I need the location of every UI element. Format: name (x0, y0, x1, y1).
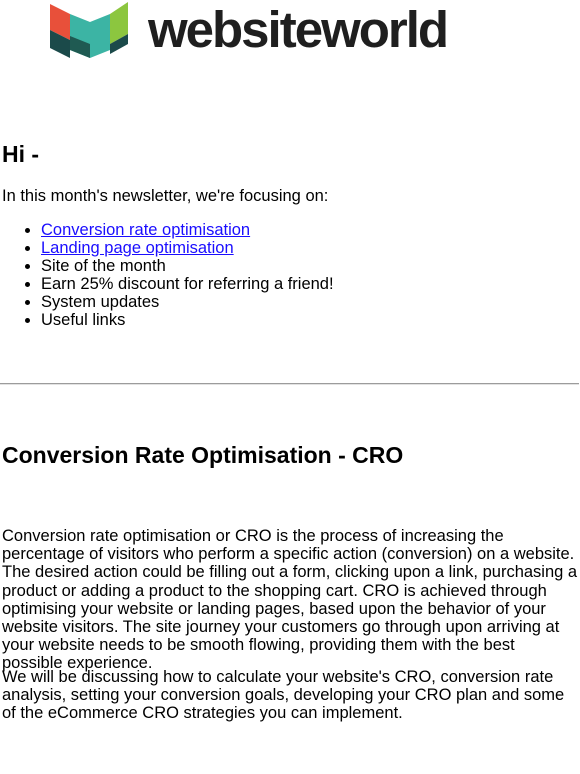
intro-text: In this month's newsletter, we're focusing on: (2, 187, 329, 205)
topic-item: • Useful links (41, 311, 334, 329)
topic-link-landing-page[interactable]: Landing page optimisation (41, 239, 234, 257)
logo-wordmark: websiteworld (148, 1, 448, 58)
topic-link-conversion-rate[interactable]: Conversion rate optimisation (41, 221, 251, 239)
section-divider (0, 383, 579, 385)
topic-item (41, 221, 334, 239)
greeting: Hi - (2, 141, 40, 167)
header (0, 0, 580, 65)
section-paragraph: We will be discussing how to calculate your website's CRO, conversion rate analysis, setting your conversion goals, developing your CRO plan and some of the eCommerce CRO strategies you can implement. (2, 668, 565, 723)
topic-item (41, 239, 334, 257)
topic-item: • Site of the month (41, 257, 334, 275)
topics-list (0, 221, 334, 329)
topic-item: • System updates (41, 293, 334, 311)
logo-mark-icon (50, 0, 130, 62)
topic-item: • Earn 25% discount for referring a friend! (41, 275, 334, 293)
section-paragraph: Conversion rate optimisation or CRO is the process of increasing the percentage of visitors who perform a specific action (conversion) on a website. The desired action could be filling out a form, clicking upon a link, purchasing a product or adding a product to the shopping cart. CRO is achieved through optimising your website or landing pages, based upon the behavior of your website visitors. The site journey your customers go through upon arriving at your website needs to be smooth flowing, providing them with the best possible experience. (2, 527, 578, 673)
section-title: Conversion Rate Optimisation - CRO (2, 442, 404, 468)
